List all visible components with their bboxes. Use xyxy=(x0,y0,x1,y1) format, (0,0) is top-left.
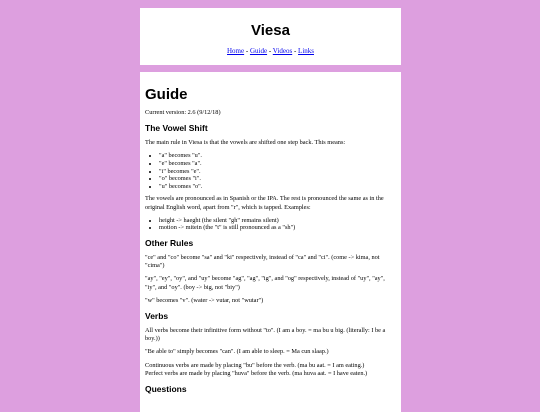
paragraph: "ce" and "co" become "sa" and "ki" respectively, instead of "ca" and "ci". (come -> kima, not "cima") xyxy=(145,253,380,270)
nav-link-links[interactable]: Links xyxy=(298,47,314,55)
list-item: • "a" becomes "u". xyxy=(159,152,396,160)
list-item: • motion -> mitein (the "t" is still pronounced as a "sh") xyxy=(159,224,396,232)
vowel-list xyxy=(145,152,396,190)
nav-link-home[interactable]: Home xyxy=(227,47,245,55)
content-panel xyxy=(140,72,401,412)
nav-separator: - xyxy=(244,47,250,55)
list-item: • "i" becomes "e". xyxy=(159,168,396,176)
paragraph: The main rule in Viesa is that the vowels are shifted one step back. This means: xyxy=(145,139,346,147)
paragraph: "ay", "ey", "oy", and "uy" become "ag", "ag", "ig", and "og" respectively, instead of "uy", "ay", "iy", and "oy". (boy -> big, not "biy") xyxy=(145,275,385,291)
paragraph: All verbs become their infinitive form without "to". (I am a boy. = ma bu u big. (literally: I be a boy.)) xyxy=(145,326,386,343)
list-item: • "o" becomes "i". xyxy=(159,175,396,183)
paragraph: "Be able to" simply becomes "can". (I am able to sleep. = Ma cun slaap.) xyxy=(145,348,329,356)
version-text: Current version: 2.6 (9/12/18) xyxy=(145,109,221,116)
paragraph: Continuous verbs are made by placing "bu" before the verb. (ma bu aat. = I am eating.) xyxy=(145,361,365,369)
nav-link-videos[interactable]: Videos xyxy=(272,47,293,55)
list-item: • "u" becomes "o". xyxy=(159,183,396,191)
nav-bar xyxy=(140,47,401,56)
nav-link-guide[interactable]: Guide xyxy=(249,47,268,55)
paragraph: "w" becomes "v". (water -> vutar, not "wutar") xyxy=(145,296,264,304)
list-item: • height -> haeght (the silent "gh" remains silent) xyxy=(159,217,396,225)
site-title: Viesa xyxy=(251,22,290,39)
paragraph: The vowels are pronounced as in Spanish or the IPA. The rest is pronounced the same as in the original English word, apart from "r", which is tapped. Examples: xyxy=(145,195,384,211)
example-list xyxy=(145,217,396,232)
paragraph: Perfect verbs are made by placing "huva" before the verb. (ma huva aat. = I have eaten.) xyxy=(145,369,368,377)
nav-separator: - xyxy=(267,47,273,55)
section-heading-vowel-shift: The Vowel Shift xyxy=(145,123,208,134)
page-title: Guide xyxy=(145,86,188,103)
list-item: • "e" becomes "a". xyxy=(159,160,396,168)
section-heading-verbs: Verbs xyxy=(145,310,169,321)
section-heading-other-rules: Other Rules xyxy=(145,237,194,248)
header-panel xyxy=(140,8,401,65)
section-heading-questions: Questions xyxy=(145,384,187,394)
nav-separator: - xyxy=(292,47,299,55)
